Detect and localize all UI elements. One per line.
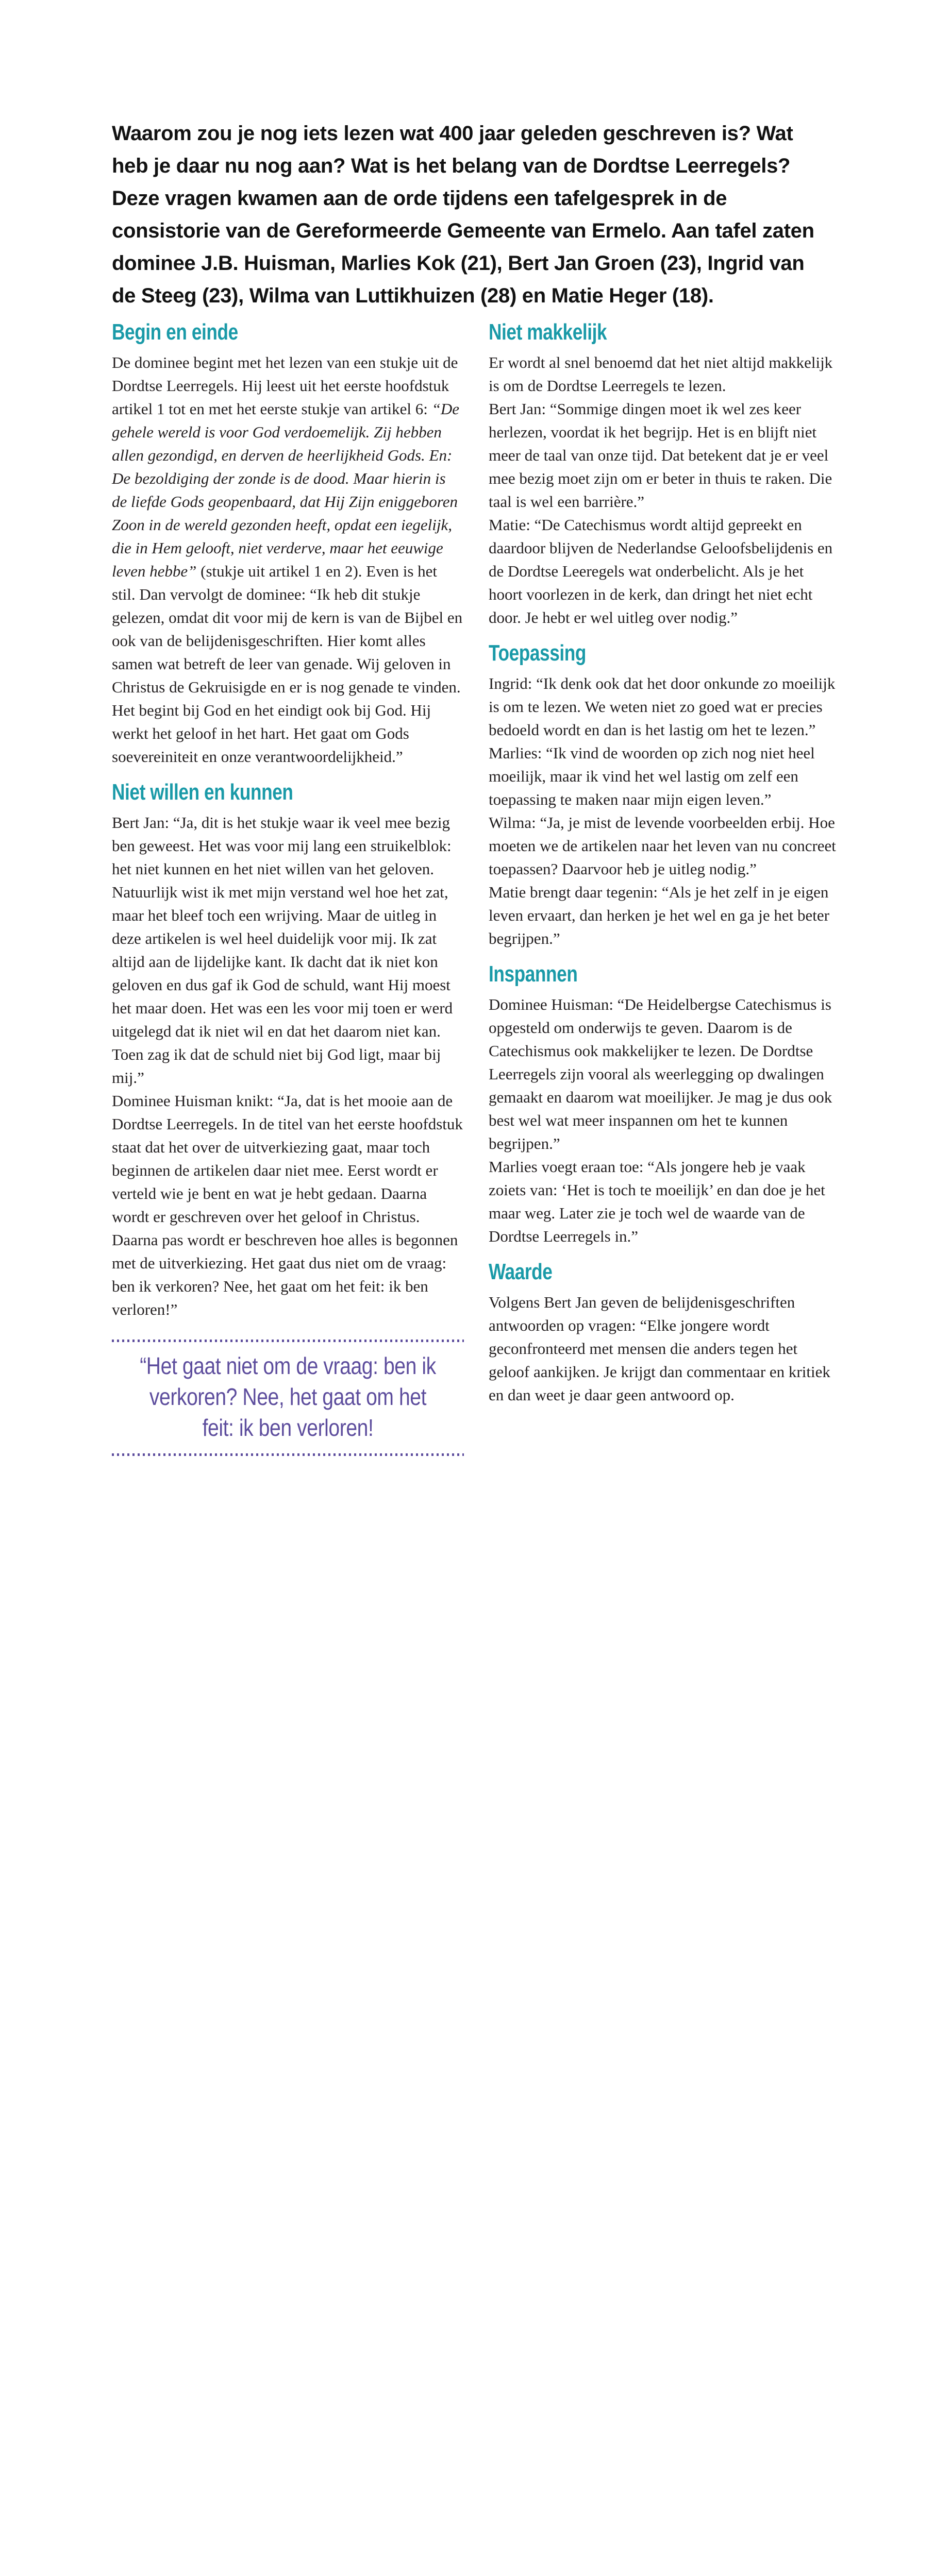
page-footer <box>838 1313 951 1362</box>
left-column-sections <box>112 320 464 1321</box>
right-column-sections <box>489 320 841 1406</box>
section-heading: Toepassing <box>489 640 586 666</box>
body-paragraph: Marlies voegt eraan toe: “Als jongere heb je vaak zoiets van: ‘Het is toch te moeilijk’ en dan doe je het maar weg. Later zie je toch wel de waarde van de Dordtse Leerregels in.” <box>489 1158 825 1245</box>
body-paragraph: Marlies: “Ik vind de woorden op zich nog niet heel moeilijk, maar ik vind het wel lastig om zelf een toepassing te maken naar mijn eigen leven.” <box>489 744 815 808</box>
body-paragraph: Bert Jan: “Ja, dit is het stukje waar ik veel mee bezig ben geweest. Het was voor mij lang een struikelblok: het niet kunnen en het niet willen van het geloven. Natuurlijk wist ik met mijn verstand wel hoe het zat, maar het bleef toch een wrijving. Maar de uitleg in deze artikelen is wel heel duidelijk voor mij. Ik zat altijd aan de lijdelijke kant. Ik dacht dat ik niet kon geloven en dus gaf ik God de schuld, want Hij moest het maar doen. Het was een les voor mij toen er werd uitgelegd dat ik niet wil en dat het daarom niet kan. Toen zag ik dat de schuld niet bij God ligt, maar bij mij.” <box>112 814 453 1087</box>
body-paragraph: Bert Jan: “Sommige dingen moet ik wel zes keer herlezen, voordat ik het begrijp. Het is en blijft niet meer de taal van onze tijd. Dat betekent dat je er veel mee bezig moet zijn om er beter in thuis te raken. Die taal is wel een barrière.” <box>489 400 832 511</box>
pull-quote-bottom-dotted-rule <box>112 1453 464 1456</box>
body-paragraph: Wilma: “Ja, je mist de levende voorbeelden erbij. Hoe moeten we de artikelen naar het leven van nu concreet toepassen? Daarvoor heb je uitleg nodig.” <box>489 814 836 878</box>
section-heading: Begin en einde <box>112 319 238 345</box>
section-heading: Waarde <box>489 1259 553 1284</box>
section-heading: Niet makkelijk <box>489 319 607 345</box>
body-paragraph: Dominee Huisman: “De Heidelbergse Catechismus is opgesteld om onderwijs te geven. Daarom is de Catechismus ook makkelijker te lezen. De Dordtse Leerregels zijn vooral als weerlegging op dwalingen gemaakt en daarom wat moeilijker. Je mag je dus ook best wel wat meer inspannen om het te kunnen begrijpen.” <box>489 995 832 1153</box>
pull-quote-text: “Het gaat niet om de vraag: ben ik verkoren? Nee, het gaat om het feit: ik ben verloren! <box>140 1352 436 1441</box>
section-heading: Inspannen <box>489 961 578 987</box>
body-paragraph: Matie: “De Catechismus wordt altijd gepreekt en daardoor blijven de Nederlandse Geloofsbelijdenis en de Dordtse Leeregels wat onderbelicht. Als je het hoort voorlezen in de kerk, dan dringt het niet echt door. Je hebt er wel uitleg over nodig.” <box>489 516 833 626</box>
body-paragraph: Er wordt al snel benoemd dat het niet altijd makkelijk is om de Dordtse Leerregels te lezen. <box>489 353 833 395</box>
right-column <box>489 308 841 1406</box>
body-paragraph: Dominee Huisman knikt: “Ja, dat is het mooie aan de Dordtse Leerregels. In de titel van het eerste hoofdstuk staat dat het over de uitverkiezing gaat, maar toch beginnen de artikelen daar niet mee. Eerst wordt er verteld wie je bent en wat je hebt gedaan. Daarna wordt er geschreven over het geloof in Christus. Daarna pas wordt er beschreven hoe alles is begonnen met de uitverkiezing. Het gaat dus niet om de vraag: ben ik verkoren? Nee, het gaat om het feit: ik ben verloren!” <box>112 1092 463 1318</box>
body-paragraph: Ingrid: “Ik denk ook dat het door onkunde zo moeilijk is om te lezen. We weten niet zo goed wat er precies bedoeld wordt en dan is het lastig om het te lezen.” <box>489 674 836 739</box>
left-column <box>112 308 464 1456</box>
body-paragraph: Volgens Bert Jan geven de belijdenisgeschriften antwoorden op vragen: “Elke jongere wordt geconfronteerd met mensen die anders tegen het geloof aankijken. Je krijgt dan commentaar en kritiek en dan weet je daar geen antwoord op. <box>489 1293 830 1404</box>
intro-paragraph: Waarom zou je nog iets lezen wat 400 jaar geleden geschreven is? Wat heb je daar nu nog aan? Wat is het belang van de Dordtse Leerregels? Deze vragen kwamen aan de orde tijdens een tafelgesprek in de consistorie van de Gereformeerde Gemeente van Ermelo. Aan tafel zaten dominee J.B. Huisman, Marlies Kok (21), Bert Jan Groen (23), Ingrid van de Steeg (23), Wilma van Luttikhuizen (28) en Matie Heger (18). <box>112 122 814 307</box>
body-paragraph: Matie brengt daar tegenin: “Als je het zelf in je eigen leven ervaart, dan herken je het wel en ga je het beter begrijpen.” <box>489 883 829 947</box>
section-heading: Niet willen en kunnen <box>112 779 293 805</box>
pull-quote <box>112 1340 464 1456</box>
body-paragraph: De dominee begint met het lezen van een stukje uit de Dordtse Leerregels. Hij leest uit het eerste hoofdstuk artikel 1 tot en met het eerste stukje van artikel 6: “De gehele wereld is voor God verdoemelijk. Zij hebben allen gezondigd, en derven de heerlijkheid Gods. En: De bezoldiging der zonde is de dood. Maar hierin is de liefde Gods geopenbaard, dat Hij Zijn eniggeboren Zoon in de wereld gezonden heeft, opdat een iegelijk, die in Hem gelooft, niet verderve, maar het eeuwige leven hebbe” (stukje uit artikel 1 en 2). Even is het stil. Dan vervolgt de dominee: “Ik heb dit stukje gelezen, omdat dit voor mij de kern is van de Bijbel en ook van de belijdenisgeschriften. Hier komt alles samen wat betreft de leer van genade. Wij geloven in Christus de Gekruisigde en er is nog genade te vinden. Het begint bij God en het eindigt ook bij God. Hij werkt het geloof in het hart. Het gaat om Gods soevereiniteit en onze verantwoordelijkheid.” <box>112 353 463 766</box>
